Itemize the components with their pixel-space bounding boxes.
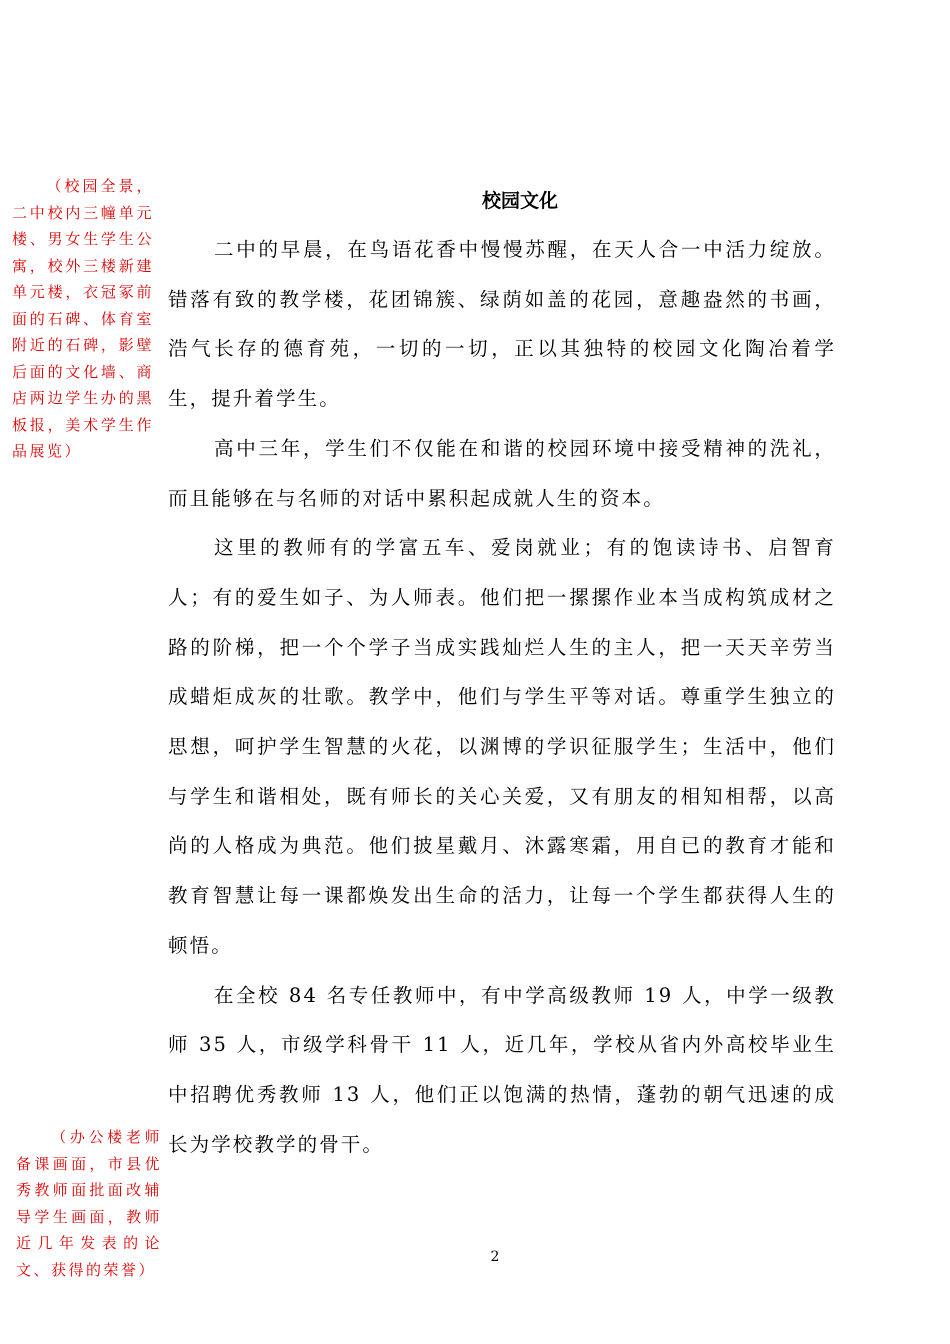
margin-annotation-teachers-text: （办公楼老师备课画面，市县优秀教师面批面改辅导学生画面，教师近几年发表的论文、获得的荣誉）	[16, 1128, 162, 1279]
document-body	[168, 225, 836, 1169]
paragraph-3: 这里的教师有的学富五车、爱岗就业；有的饱读诗书、启智育人；有的爱生如子、为人师表。他们把一摞摞作业本当成构筑成材之路的阶梯，把一个个学子当成实践灿烂人生的主人，把一天天辛劳当成蜡炬成灰的壮歌。教学中，他们与学生平等对话。尊重学生独立的思想，呵护学生智慧的火花，以渊博的学识征服学生；生活中，他们与学生和谐相处，既有师长的关心关爱，又有朋友的相知相帮，以高尚的人格成为典范。他们披星戴月、沐露寒霜，用自已的教育才能和教育智慧让每一课都焕发出生命的活力，让每一个学生都获得人生的顿悟。	[168, 536, 836, 957]
margin-annotation-teachers	[16, 1124, 162, 1283]
paragraph-4: 在全校 84 名专任教师中，有中学高级教师 19 人，中学一级教师 35 人，市级学科骨干 11 人，近几年，学校从省内外高校毕业生中招聘优秀教师 13 人，他们正以饱满的热情，蓬勃的朝气迅速的成长为学校教学的骨干。	[168, 983, 836, 1156]
margin-annotation-campus-text: （校园全景，二中校内三幢单元楼、男女生学生公寓，校外三楼新建单元楼，衣冠冢前面的石碑、体育室附近的石碑，影壁后面的文化墙、商店两边学生办的黑板报，美术学生作品展览）	[12, 177, 154, 460]
paragraph-1: 二中的早晨，在鸟语花香中慢慢苏醒，在天人合一中活力绽放。错落有致的教学楼，花团锦簇、绿荫如盖的花园，意趣盎然的书画，浩气长存的德育苑，一切的一切，正以其独特的校园文化陶冶着学生，提升着学生。	[168, 238, 836, 411]
margin-annotation-campus	[12, 173, 154, 465]
document-title: 校园文化	[481, 190, 558, 212]
paragraph-2: 高中三年，学生们不仅能在和谐的校园环境中接受精神的洗礼，而且能够在与名师的对话中累积起成就人生的资本。	[168, 436, 836, 510]
page-number: 2	[490, 1249, 500, 1265]
